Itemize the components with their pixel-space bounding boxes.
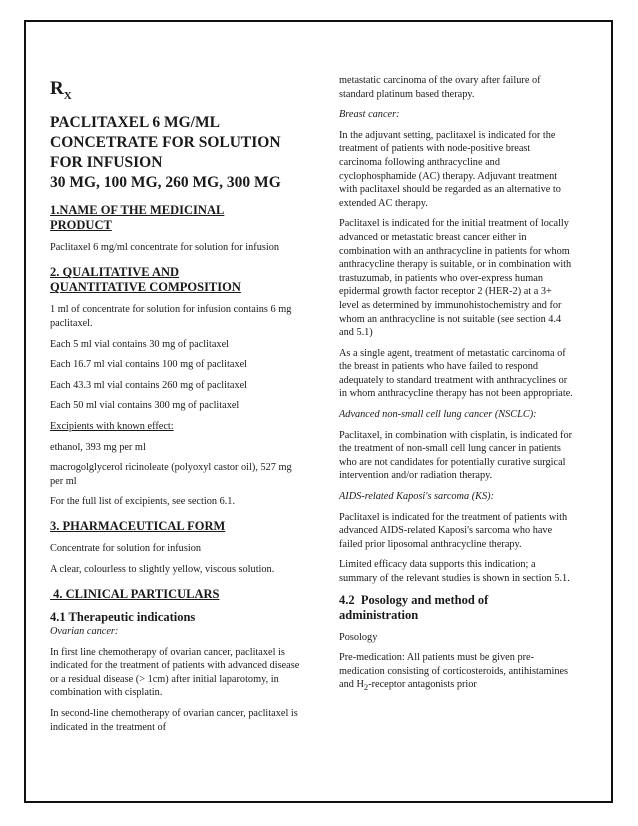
section1-heading-line: PRODUCT <box>50 217 112 232</box>
ks-label: AIDS-related Kaposi's sarcoma (KS): <box>339 491 495 503</box>
right-column <box>339 74 573 702</box>
breast-paragraph: Paclitaxel is indicated for the initial treatment of locally advanced or metastatic breast cancer either in combination with an anthracycline in patients for whom anthracycline therapy is suitable, or in combination with trastuzumab, in patients who over-express human epidermal growth factor receptor 2 (HER-2) at a 3+ level as determined by immunohistochemistry and for whom an anthracycline is not suitable (see section 4.4 and 5.1) <box>339 218 572 339</box>
premedication-paragraph <box>339 651 573 695</box>
title-line: CONCETRATE FOR SOLUTION <box>50 133 281 151</box>
appearance-text: A clear, colourless to slightly yellow, viscous solution. <box>50 563 275 575</box>
full-list-note: For the full list of excipients, see section 6.1. <box>50 496 236 508</box>
ks-paragraph: Paclitaxel is indicated for the treatment of patients with advanced AIDS-related Kaposi's sarcoma who have failed prior liposomal anthracycline therapy. <box>339 511 568 550</box>
section1-body: Paclitaxel 6 mg/ml concentrate for solution for infusion <box>50 241 280 253</box>
section2-heading-line: 2. QUALITATIVE AND <box>50 265 180 280</box>
section1-heading-line: 1.NAME OF THE MEDICINAL <box>50 202 225 217</box>
nsclc-label: Advanced non-small cell lung cancer (NSCLC): <box>339 409 537 421</box>
product-title <box>50 113 300 193</box>
vial-line: Each 43.3 ml vial contains 260 mg of paclitaxel <box>50 379 248 391</box>
form-text: Concentrate for solution for infusion <box>50 542 201 554</box>
rx-sub: X <box>63 89 72 102</box>
ovarian-label: Ovarian cancer: <box>50 626 119 638</box>
section1-heading <box>50 203 300 233</box>
rx-main: R <box>50 78 64 99</box>
nsclc-paragraph: Paclitaxel, in combination with cisplatin, is indicated for the treatment of non-small cell lung cancer in patients who are not candidates for potentially curative surgical intervention and/or radiation therapy. <box>339 429 573 482</box>
excipients-label: Excipients with known effect: <box>50 420 174 432</box>
vial-line: Each 16.7 ml vial contains 100 mg of paclitaxel <box>50 359 248 371</box>
section3-heading: 3. PHARMACEUTICAL FORM <box>50 518 226 533</box>
breast-label: Breast cancer: <box>339 109 400 121</box>
subsection-41-heading: 4.1 Therapeutic indications <box>50 610 196 625</box>
title-line: PACLITAXEL 6 MG/ML <box>50 113 220 131</box>
ovarian-first-line: In first line chemotherapy of ovarian cancer, paclitaxel is indicated for the treatment of patients with advanced disease or a residual disease (> 1cm) after initial laparotomy, in combination with cisplatin. <box>50 646 300 699</box>
title-line: 30 MG, 100 MG, 260 MG, 300 MG <box>50 173 281 191</box>
excipient-line: ethanol, 393 mg per ml <box>50 441 146 453</box>
ovarian-continuation: metastatic carcinoma of the ovary after failure of standard platinum based therapy. <box>339 75 541 100</box>
premed-tail: -receptor antagonists prior <box>368 679 477 691</box>
ovarian-second-line: In second-line chemotherapy of ovarian cancer, paclitaxel is indicated in the treatment of <box>50 708 298 733</box>
ks-paragraph: Limited efficacy data supports this indication; a summary of the relevant studies is shown in section 5.1. <box>339 559 570 584</box>
composition-text: 1 ml of concentrate for solution for infusion contains 6 mg paclitaxel. <box>50 304 292 329</box>
left-column <box>50 78 300 741</box>
breast-paragraph: In the adjuvant setting, paclitaxel is indicated for the treatment of patients with node-positive breast carcinoma following anthracycline and cyclophosphamide (AC) therapy. Adjuvant treatment with paclitaxel should be regarded as an alternative to extended AC therapy. <box>339 129 561 209</box>
rx-symbol <box>50 78 300 107</box>
section2-heading-line: QUANTITATIVE COMPOSITION <box>50 280 241 295</box>
posology-label: Posology <box>339 631 378 643</box>
title-line: FOR INFUSION <box>50 153 163 171</box>
premed-subscript: 2 <box>363 682 369 693</box>
section4-heading: 4. CLINICAL PARTICULARS <box>50 587 220 602</box>
premed-text: Pre-medication: All patients must be given pre-medication consisting of corticosteroids, antihistamines and H <box>339 652 569 691</box>
subsection-42-heading <box>339 593 573 623</box>
excipient-line: macrogolglycerol ricinoleate (polyoxyl castor oil), 527 mg per ml <box>50 462 292 487</box>
section2-heading <box>50 265 300 295</box>
subsection-42-heading-line: administration <box>339 607 419 622</box>
subsection-42-heading-line: 4.2 Posology and method of <box>339 592 489 607</box>
breast-paragraph: As a single agent, treatment of metastatic carcinoma of the breast in patients who have failed to respond adequately to standard treatment with anthracyclines or in whom anthracycline therapy has not been appropriate. <box>339 347 573 400</box>
vial-line: Each 50 ml vial contains 300 mg of paclitaxel <box>50 400 240 412</box>
vial-line: Each 5 ml vial contains 30 mg of paclitaxel <box>50 338 229 350</box>
